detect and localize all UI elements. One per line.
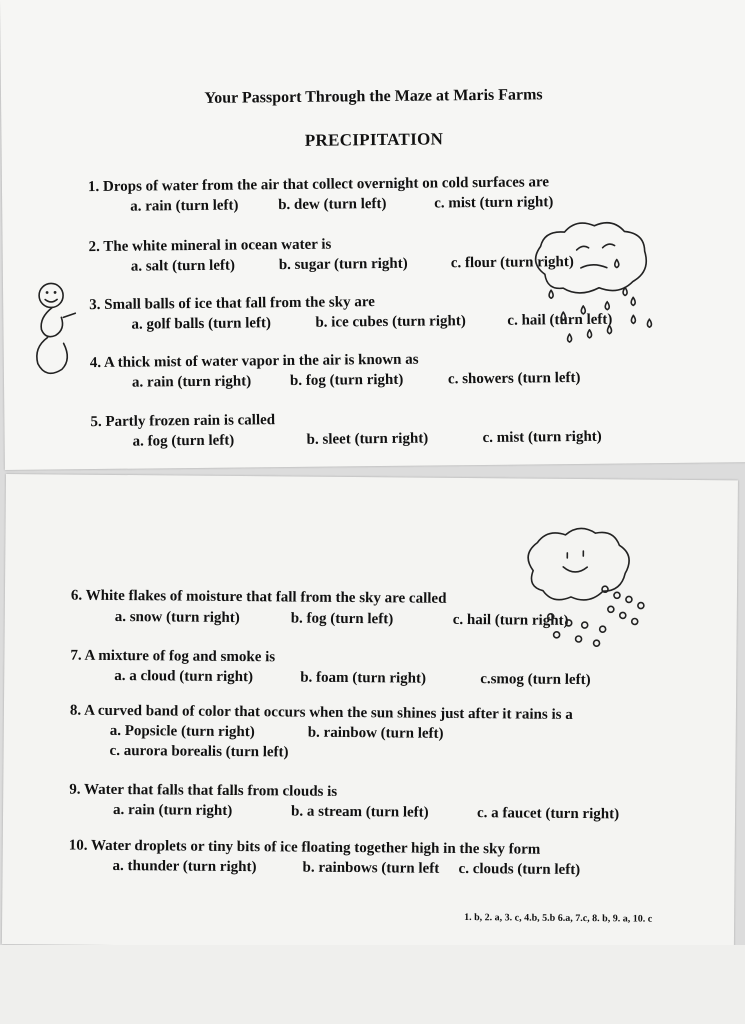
- question-9-option-b: b. a stream (turn left): [290, 803, 429, 821]
- question-2-option-a: a. salt (turn left): [130, 257, 236, 275]
- question-4-option-b: b. fog (turn right): [289, 371, 404, 389]
- question-10-options: [113, 858, 581, 879]
- question-4: 4. A thick mist of water vapor in the air is known as: [89, 351, 419, 372]
- question-8-options-row-1: [110, 723, 444, 743]
- question-1-option-b: b. dew (turn left): [278, 195, 387, 214]
- question-5-option-b: b. sleet (turn right): [306, 430, 429, 448]
- question-7: 7. A mixture of fog and smoke is: [70, 647, 276, 666]
- worksheet-page-2: [2, 474, 738, 950]
- question-6-option-a: a. snow (turn right): [114, 608, 240, 627]
- question-7-option-b: b. foam (turn right): [300, 669, 427, 687]
- question-10: 10. Water droplets or tiny bits of ice floating together high in the sky form: [68, 837, 541, 858]
- question-8-option-c: c. aurora borealis (turn left): [109, 742, 289, 761]
- question-10-option-a: a. thunder (turn right): [112, 857, 257, 876]
- question-5: 5. Partly frozen rain is called: [90, 412, 276, 431]
- question-4-options: [132, 370, 581, 392]
- question-9-option-a: a. rain (turn right): [113, 801, 233, 819]
- question-7-option-c: c.smog (turn left): [480, 671, 591, 689]
- question-1-option-a: a. rain (turn left): [130, 197, 239, 215]
- question-9-options: [113, 802, 619, 823]
- question-3: 3. Small balls of ice that fall from the sky are: [89, 294, 375, 314]
- question-7-options: [114, 668, 591, 689]
- answer-key: 1. b, 2. a, 3. c, 4.b, 5.b 6.a, 7.c, 8. b, 9. a, 10. c: [464, 912, 653, 925]
- question-8: 8. A curved band of color that occurs when the sun shines just after it rains is a: [69, 702, 573, 723]
- question-2: 2. The white mineral in ocean water is: [88, 236, 332, 256]
- question-6: 6. White flakes of moisture that fall from the sky are called: [70, 587, 447, 607]
- question-6-option-b: b. fog (turn left): [290, 610, 394, 628]
- question-6-option-c: c. hail (turn right): [452, 611, 569, 629]
- question-2-option-c: c. flour (turn right): [450, 254, 574, 272]
- question-1-option-c: c. mist (turn right): [434, 194, 554, 212]
- question-4-option-c: c. showers (turn left): [447, 369, 581, 388]
- blank-scan-area: [0, 945, 745, 1024]
- question-2-option-b: b. sugar (turn right): [278, 255, 408, 274]
- question-9: 9. Water that falls that falls from clouds is: [69, 781, 338, 800]
- question-1: 1. Drops of water from the air that collect overnight on cold surfaces are: [87, 174, 550, 196]
- question-5-option-c: c. mist (turn right): [482, 428, 602, 446]
- question-9-option-c: c. a faucet (turn right): [476, 805, 620, 823]
- worksheet-title: Your Passport Through the Maze at Maris Farms: [204, 86, 543, 107]
- worksheet-heading: PRECIPITATION: [304, 129, 444, 150]
- question-2-options: [131, 254, 574, 276]
- question-1-options: [130, 194, 553, 215]
- worksheet-page-1: [0, 0, 745, 470]
- question-3-option-b: b. ice cubes (turn right): [315, 313, 466, 331]
- raincloud-doodle-icon: [522, 215, 663, 356]
- question-3-option-a: a. golf balls (turn left): [131, 315, 272, 333]
- snowman-doodle-icon: [25, 273, 86, 394]
- question-6-options: [115, 609, 569, 630]
- question-10-option-b: b. rainbows (turn left: [302, 859, 440, 877]
- question-8-option-a: a. Popsicle (turn right): [109, 722, 255, 741]
- smiling-cloud-doodle-icon: [512, 524, 663, 655]
- question-10-option-c: c. clouds (turn left): [458, 860, 581, 879]
- question-7-option-a: a. a cloud (turn right): [114, 667, 254, 686]
- question-5-options: [133, 429, 602, 451]
- question-5-option-a: a. fog (turn left): [132, 432, 235, 450]
- question-4-option-a: a. rain (turn right): [131, 373, 252, 391]
- question-8-option-b: b. rainbow (turn left): [307, 724, 444, 742]
- question-3-option-c: c. hail (turn left): [507, 311, 613, 329]
- question-8-options-row-2: [110, 743, 289, 762]
